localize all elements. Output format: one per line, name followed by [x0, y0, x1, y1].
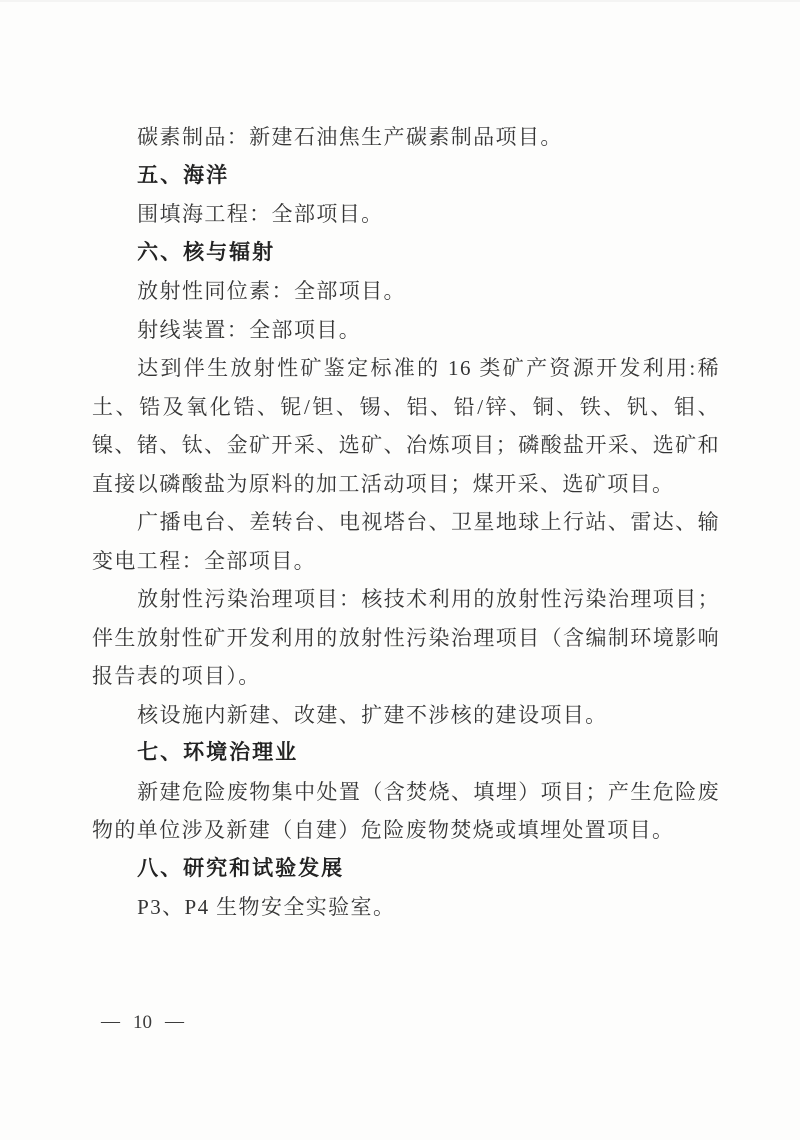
page-footer [101, 1012, 184, 1034]
section-heading: 八、研究和试验发展 [137, 856, 345, 880]
section-heading: 五、海洋 [137, 163, 230, 187]
paragraph: 新建危险废物集中处置（含焚烧、填埋）项目；产生危险废物的单位涉及新建（自建）危险废物焚烧或填埋处置项目。 [92, 779, 720, 842]
paragraph: P3、P4 生物安全实验室。 [137, 895, 396, 919]
section-heading: 七、环境治理业 [137, 741, 299, 764]
paragraph: 达到伴生放射性矿鉴定标准的 16 类矿产资源开发利用:稀土、锆及氧化锆、铌/钽、锡、铝、铅/锌、铜、铁、钒、钼、镍、锗、钛、金矿开采、选矿、冶炼项目；磷酸盐开采、选矿和直接以磷酸盐为原料的加工活动项目；煤开采、选矿项目。 [92, 356, 720, 496]
paragraph: 碳素制品：新建石油焦生产碳素制品项目。 [137, 125, 563, 149]
footer-right-dash: — [165, 1011, 184, 1032]
paragraph: 放射性污染治理项目：核技术利用的放射性污染治理项目；伴生放射性矿开发利用的放射性污染治理项目（含编制环境影响报告表的项目）。 [92, 587, 720, 688]
scan-artifact [0, 0, 800, 2]
paragraph: 围填海工程：全部项目。 [137, 202, 384, 226]
footer-left-dash: — [101, 1011, 120, 1032]
paragraph: 广播电台、差转台、电视塔台、卫星地球上行站、雷达、输变电工程：全部项目。 [92, 510, 720, 573]
section-heading: 六、核与辐射 [137, 240, 276, 264]
document-content [92, 118, 720, 927]
paragraph: 放射性同位素：全部项目。 [137, 279, 406, 303]
paragraph: 射线装置：全部项目。 [137, 317, 362, 342]
page-number: 10 [133, 1012, 152, 1033]
paragraph: 核设施内新建、改建、扩建不涉核的建设项目。 [137, 702, 608, 727]
